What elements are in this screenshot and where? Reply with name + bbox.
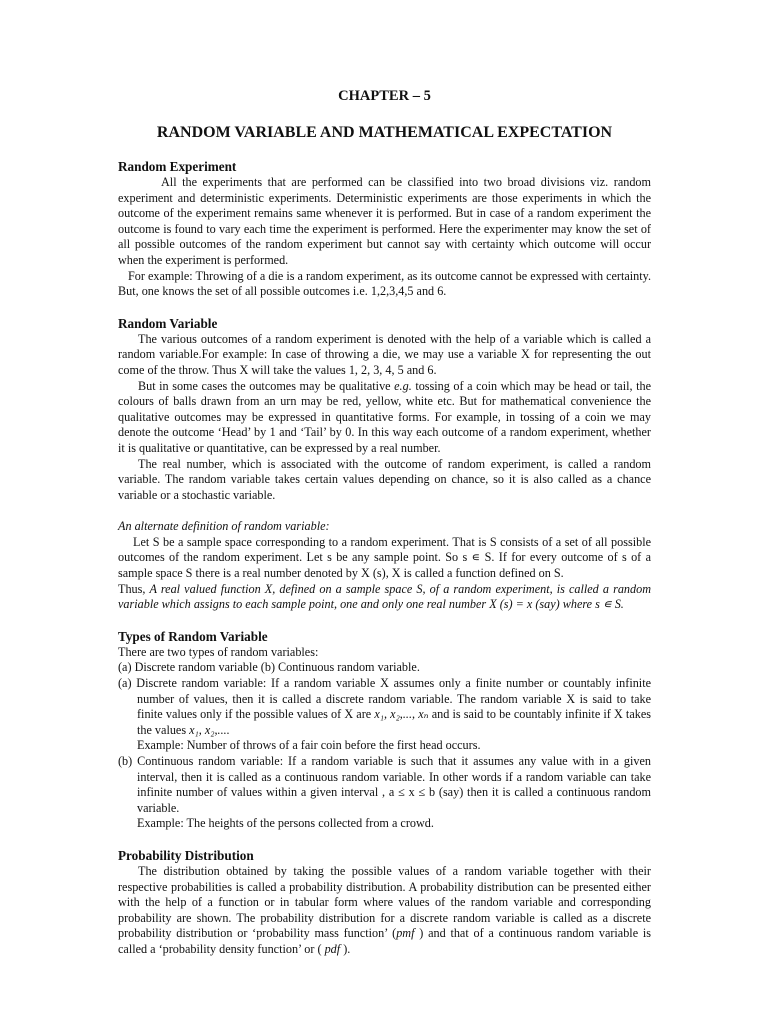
italic-span: pdf [324, 941, 341, 956]
text-span: and is said to be countably infinite if X takes the values [137, 707, 651, 737]
paragraph: All the experiments that are performed can be classified into two broad divisions viz. random experiment and deterministic experiments. Deterministic experiments are those experiments in which the outcome of the experiment remains same whenever it is performed. But in case of a random experiment the outcome is found to vary each time the experiment is performed. Here the experimenter may know the set of all possible outcomes of the random experiment but cannot say with certainty which outcome will occur when the experiment is performed. [118, 175, 651, 267]
section-random-variable [118, 316, 651, 504]
section-alternate-definition [118, 519, 651, 613]
italic-heading: An alternate definition of random variable: [118, 519, 330, 534]
text-span: But in some cases the outcomes may be qualitative [138, 378, 395, 393]
text-span: (a) Discrete random variable: If a random variable X assumes only a finite number or countably infinite number of values, then it is called a discrete random variable. The random variable X is said to take finite values only if the possible values of X are [118, 676, 651, 722]
section-heading: Random Experiment [118, 159, 237, 174]
chapter-title: RANDOM VARIABLE AND MATHEMATICAL EXPECTATION [156, 124, 613, 141]
section-random-experiment [118, 159, 651, 300]
list-item: (b) Continuous random variable: If a random variable is such that it assumes any value with in a given interval, then it is called as a continuous random variable. In other words if a random variable can take infinite number of values within a given interval , a ≤ x ≤ b (say) then it is called a continuous random variable. [118, 754, 651, 815]
text-span: tossing of a coin which may be head or tail, the colours of balls drawn from an urn may be red, yellow, white etc. But for mathematical convenience the qualitative outcomes may be expressed in quantitative forms. For example, in tossing of a coin we may denote the outcome ‘Head’ by 1 and ‘Tail’ by 0. In this way each outcome of a random experiment, whether it is qualitative or quantitative, can be expressed by a real number. [118, 378, 651, 455]
text-span: ) and that of a continuous random variable is called a ‘probability density function’ or ( [118, 926, 651, 956]
section-heading: Types of Random Variable [118, 628, 268, 644]
example-text: Example: Number of throws of a fair coin before the first head occurs. [137, 738, 481, 753]
section-heading: Probability Distribution [118, 847, 254, 863]
math-span: x₁, x₂,..., xₙ [374, 707, 429, 722]
paragraph: The various outcomes of a random experiment is denoted with the help of a variable which is called a random variable.For example: In case of throwing a die, we may use a variable X for representing the out come of the throw. Thus X will take the values 1, 2, 3, 4, 5 and 6. [118, 331, 651, 377]
paragraph [118, 864, 651, 958]
text-span: Thus, [118, 581, 150, 596]
chapter-label: CHAPTER – 5 [338, 88, 431, 104]
paragraph: (a) Discrete random variable (b) Continuous random variable. [118, 660, 420, 675]
paragraph [118, 582, 651, 613]
math-span: x₁, x₂,.... [189, 722, 230, 737]
paragraph: There are two types of random variables: [118, 644, 319, 659]
section-heading: Random Variable [118, 315, 218, 331]
text-span: ). [340, 941, 351, 956]
example-text: Example: The heights of the persons collected from a crowd. [137, 816, 434, 831]
document-body [118, 159, 651, 958]
paragraph [118, 379, 651, 457]
paragraph: Let S be a sample space corresponding to a random experiment. That is S consists of a set of all possible outcomes of the random experiment. Let s be any sample point. So s ∊ S. If for every outcome of s of a sample space S there is a real number denoted by X (s), X is called a function defined on S. [118, 534, 651, 581]
section-types [118, 629, 651, 832]
paragraph: The real number, which is associated with the outcome of random experiment, is called a random variable. The random variable takes certain values depending on chance, so it is also called as a chance variable or a stochastic variable. [118, 456, 651, 502]
text-span: The distribution obtained by taking the possible values of a random variable together with their respective probabilities is called a probability distribution. A probability distribution can be presented either with the help of a function or in tabular form where values of the random variable and corresponding probability are shown. The probability distribution for a discrete random variable is called as a discrete probability distribution or ‘probability mass function’ ( [118, 863, 651, 941]
section-probability-distribution [118, 848, 651, 958]
italic-span: e.g. [394, 378, 412, 393]
italic-definition: A real valued function X, defined on a sample space S, of a random experiment, is called a random variable which assigns to each sample point, one and only one real number X (s) = x (say) where s ∊ S. [118, 581, 651, 612]
italic-span: pmf [396, 926, 415, 941]
list-item [118, 676, 651, 738]
paragraph: For example: Throwing of a die is a random experiment, as its outcome cannot be expressed with certainty. But, one knows the set of all possible outcomes i.e. 1,2,3,4,5 and 6. [118, 268, 651, 299]
